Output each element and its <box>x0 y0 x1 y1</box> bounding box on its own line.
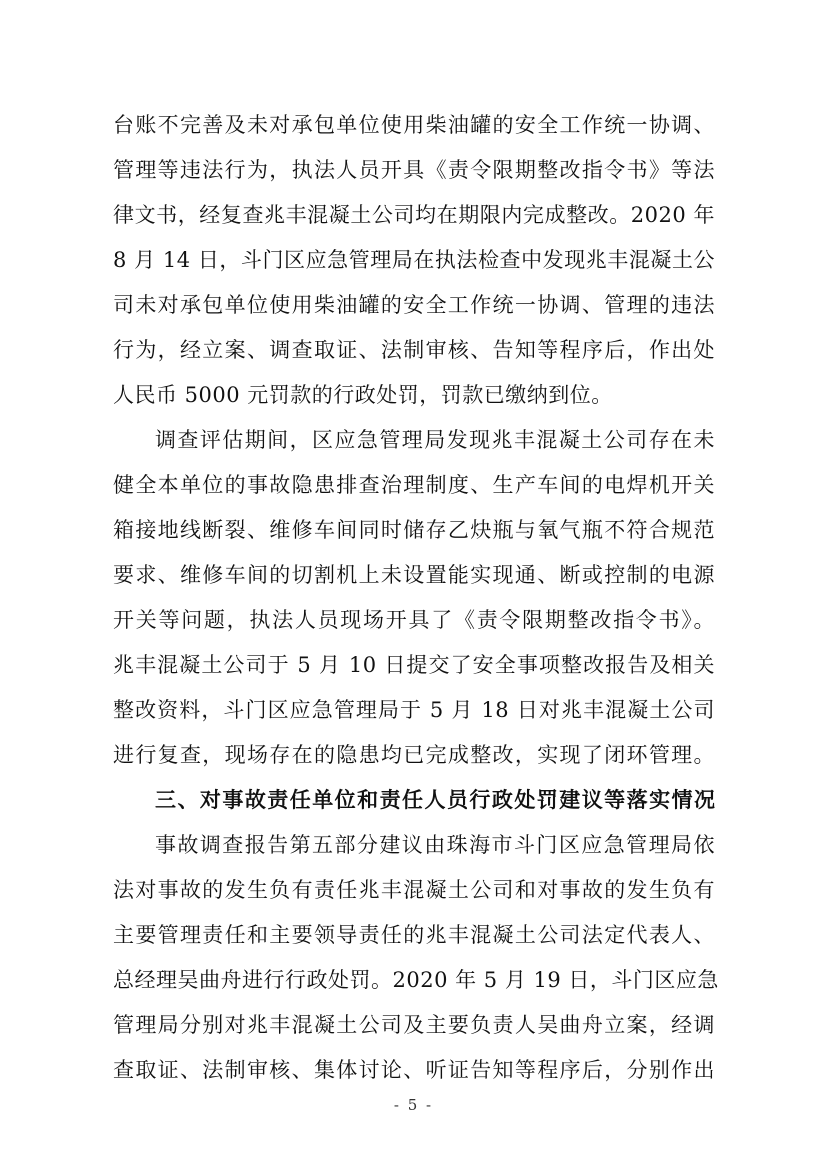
paragraph-line: 整改资料，斗门区应急管理局于 5 月 18 日对兆丰混凝土公司 <box>113 698 715 722</box>
section-heading: 三、对事故责任单位和责任人员行政处罚建议等落实情况 <box>155 788 715 812</box>
paragraph-line: 主要管理责任和主要领导责任的兆丰混凝土公司法定代表人、 <box>113 923 715 947</box>
paragraph-line: 管理等违法行为，执法人员开具《责令限期整改指令书》等法 <box>113 158 715 182</box>
paragraph-line: 开关等问题，执法人员现场开具了《责令限期整改指令书》。 <box>113 608 715 632</box>
paragraph-line: 律文书，经复查兆丰混凝土公司均在期限内完成整改。2020 年 <box>113 203 715 227</box>
paragraph-line: 兆丰混凝土公司于 5 月 10 日提交了安全事项整改报告及相关 <box>113 653 715 677</box>
paragraph-line: 管理局分别对兆丰混凝土公司及主要负责人吴曲舟立案，经调 <box>113 1013 715 1037</box>
paragraph-line: 8 月 14 日，斗门区应急管理局在执法检查中发现兆丰混凝土公 <box>113 248 715 272</box>
paragraph-line: 事故调查报告第五部分建议由珠海市斗门区应急管理局依 <box>155 833 715 857</box>
paragraph-line: 总经理吴曲舟进行行政处罚。2020 年 5 月 19 日，斗门区应急 <box>113 968 719 992</box>
paragraph-line: 进行复查，现场存在的隐患均已完成整改，实现了闭环管理。 <box>113 743 715 767</box>
paragraph-line: 调查评估期间，区应急管理局发现兆丰混凝土公司存在未 <box>155 428 715 452</box>
paragraph-line: 箱接地线断裂、维修车间同时储存乙炔瓶与氧气瓶不符合规范 <box>113 518 715 542</box>
paragraph-line: 人民币 5000 元罚款的行政处罚，罚款已缴纳到位。 <box>113 383 613 407</box>
page-number: - 5 - <box>393 1096 434 1114</box>
paragraph-line: 司未对承包单位使用柴油罐的安全工作统一协调、管理的违法 <box>113 293 715 317</box>
paragraph-line: 查取证、法制审核、集体讨论、听证告知等程序后，分别作出 <box>113 1058 715 1082</box>
paragraph-line: 法对事故的发生负有责任兆丰混凝土公司和对事故的发生负有 <box>113 878 715 902</box>
paragraph-line: 要求、维修车间的切割机上未设置能实现通、断或控制的电源 <box>113 563 715 587</box>
paragraph-line: 健全本单位的事故隐患排查治理制度、生产车间的电焊机开关 <box>113 473 715 497</box>
paragraph-line: 行为，经立案、调查取证、法制审核、告知等程序后，作出处 <box>113 338 715 362</box>
paragraph-line: 台账不完善及未对承包单位使用柴油罐的安全工作统一协调、 <box>113 113 715 137</box>
